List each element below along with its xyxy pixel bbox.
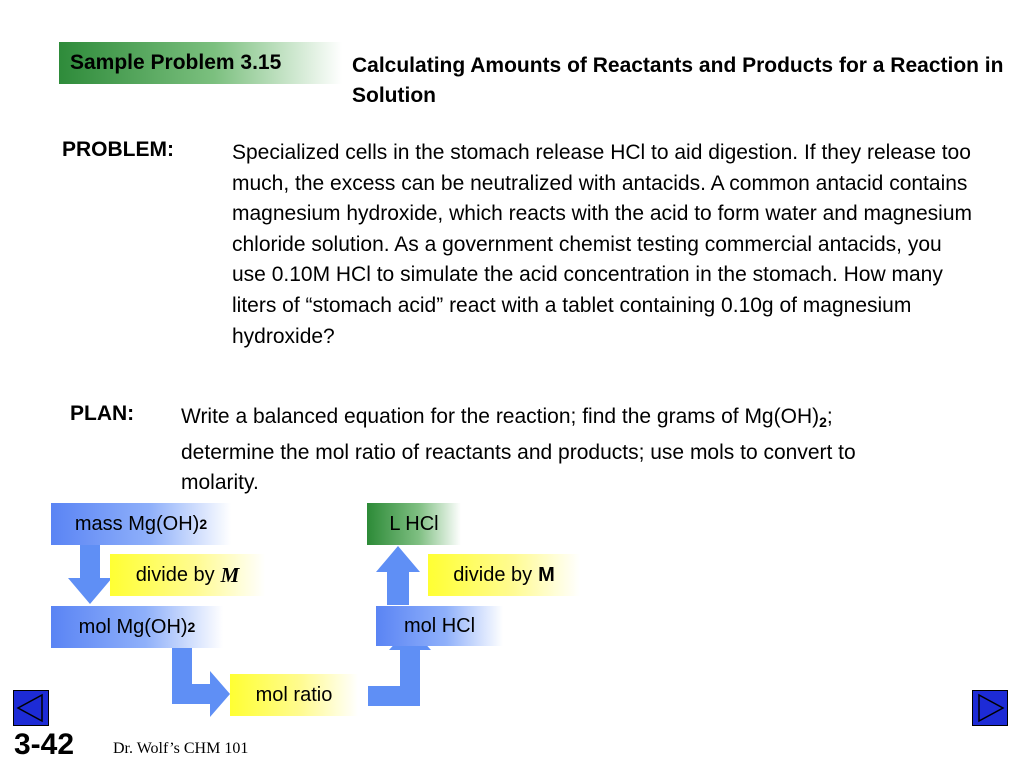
sample-problem-label: Sample Problem 3.15 xyxy=(70,51,282,74)
triangle-right-icon xyxy=(973,691,1007,725)
mol-hcl-label: mol HCl xyxy=(403,614,476,637)
arrow-bent-right xyxy=(172,648,230,717)
plan-text-part2: ; determine the mol ratio of reactants and products; use mols to convert to molarity. xyxy=(181,405,856,495)
arrow-up xyxy=(376,546,420,605)
mol-ratio-label: mol ratio xyxy=(255,683,333,706)
divide-by-label-1: divide by xyxy=(135,563,215,586)
arrow-down xyxy=(68,545,112,604)
plan-text-part1: Write a balanced equation for the reaction; find the grams of Mg(OH) xyxy=(181,405,820,428)
next-slide-button[interactable] xyxy=(972,690,1008,726)
previous-slide-button[interactable] xyxy=(13,690,49,726)
divide-by-molarity-box-2 xyxy=(428,554,580,596)
mol-mgoh-box xyxy=(51,606,223,648)
problem-label: PROBLEM: xyxy=(62,138,174,161)
plan-label: PLAN: xyxy=(70,402,135,425)
molarity-symbol-2: M xyxy=(538,563,555,586)
plan-subscript: 2 xyxy=(819,414,827,430)
problem-text: Specialized cells in the stomach release HCl to aid digestion. If they release too much, the excess can be neutralized with antacids. A common antacid contains magnesium hydroxide, which reacts with the acid to form water and magnesium chloride solution. As a government chemist testing commercial antacids, you use 0.10M HCl to simulate the acid concentration in the stomach. How many liters of “stomach acid” react with a tablet containing 0.10g of magnesium hydroxide? xyxy=(232,141,973,348)
mol-mgoh-label: mol Mg(OH) xyxy=(78,615,188,638)
mol-ratio-box xyxy=(230,674,358,716)
divide-by-molarity-box-1 xyxy=(110,554,265,596)
mass-mgoh-box xyxy=(51,503,231,545)
mol-hcl-box xyxy=(376,606,503,646)
triangle-left-icon xyxy=(14,691,48,725)
mass-mgoh-label: mass Mg(OH) xyxy=(74,512,200,535)
mass-mgoh-subscript: 2 xyxy=(199,516,208,532)
slide-number: 3-42 xyxy=(14,728,75,761)
author-credit: Dr. Wolf’s CHM 101 xyxy=(113,740,249,757)
divide-by-label-2: divide by xyxy=(453,563,533,586)
l-hcl-label: L HCl xyxy=(389,512,439,535)
mol-mgoh-subscript: 2 xyxy=(187,619,196,635)
slide-title: Calculating Amounts of Reactants and Products for a Reaction in Solution xyxy=(352,54,1004,107)
l-hcl-box xyxy=(367,503,461,545)
molarity-symbol-1: M xyxy=(220,562,240,587)
